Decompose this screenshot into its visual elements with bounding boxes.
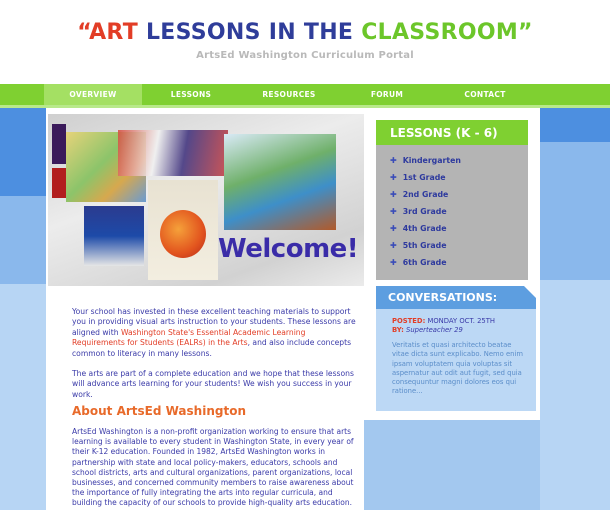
ealrs-link[interactable]: Washington State's Essential Academic Learning Requirements for Students (EALRs) in the Arts xyxy=(72,327,306,348)
nav-lessons[interactable]: LESSONS xyxy=(170,90,212,99)
nav-resources[interactable]: RESOURCES xyxy=(262,90,316,99)
header xyxy=(0,0,610,84)
intro-paragraph-2: The arts are part of a complete education and we hope that these lessons will advance arts learning for your students! We wish you success in your work. xyxy=(72,369,354,399)
conversations-heading: CONVERSATIONS: xyxy=(376,286,536,309)
plus-icon: ✚ xyxy=(390,241,397,250)
conversation-excerpt[interactable]: Veritatis et quasi architecto beatae vitae dicta sunt explicabo. Nemo enim ipsam voluptatem quia voluptas sit aspernatur aut odit aut fugit, sed quia consequuntur magni dolores eos qui ratione... xyxy=(392,341,523,396)
sidebar-bottom-fill xyxy=(364,420,540,510)
plus-icon: ✚ xyxy=(390,173,397,182)
artwork-strip xyxy=(52,124,66,164)
hero-artwork xyxy=(48,114,364,286)
painting-wave xyxy=(84,206,144,266)
author-name[interactable]: Superteacher 29 xyxy=(406,326,463,334)
intro-p1-b: , and also include concepts common to literacy in many lessons. xyxy=(72,338,352,358)
conversation-meta xyxy=(376,309,536,335)
right-decor-band xyxy=(540,108,610,510)
lessons-list xyxy=(376,145,528,271)
about-heading: About ArtsEd Washington xyxy=(72,404,246,418)
plus-icon: ✚ xyxy=(390,224,397,233)
left-band-block xyxy=(0,108,46,196)
artwork-strip xyxy=(52,168,66,198)
intro-p1-a: Your school has invested in these excellent teaching materials to support you in providing visual arts instruction to your students. These lessons are aligned with xyxy=(72,307,356,337)
lesson-label: 3rd Grade xyxy=(402,207,447,216)
lesson-label: 1st Grade xyxy=(402,173,446,182)
lesson-label: Kindergarten xyxy=(402,156,461,165)
intro-paragraph-1 xyxy=(72,307,358,359)
posted-label: POSTED: xyxy=(392,317,426,325)
plus-icon: ✚ xyxy=(390,207,397,216)
by-line xyxy=(392,326,536,335)
main-nav xyxy=(0,84,610,105)
title-part-lessons: LESSONS IN THE xyxy=(145,20,362,45)
nav-forum[interactable]: FORUM xyxy=(370,90,404,99)
lesson-grade-4[interactable] xyxy=(376,220,528,237)
plus-icon: ✚ xyxy=(390,190,397,199)
right-band-block xyxy=(540,142,610,280)
about-body: ArtsEd Washington is a non-profit organization working to ensure that arts learning is available to every student in Washington State, in every year of their K-12 education. Founded in 1982, ArtsEd Washington works in partnership with state and local policy-makers, educators, schools and school districts, arts and cultural organizations, parent organizations, local businesses, and concerned community members to raise awareness about the importance of fully integrating the arts into regular curricula, and building the capacity of our schools to provide high-quality arts education. xyxy=(72,427,354,508)
left-band-block xyxy=(0,196,46,284)
lessons-heading: LESSONS (K - 6) xyxy=(376,120,528,145)
conversations-panel xyxy=(376,286,536,411)
lesson-grade-2[interactable] xyxy=(376,186,528,203)
nav-overview[interactable]: OVERVIEW xyxy=(44,84,142,105)
welcome-heading: Welcome! xyxy=(218,234,359,264)
painting-bridge xyxy=(118,130,228,176)
right-band-block xyxy=(540,280,610,510)
lesson-kindergarten[interactable] xyxy=(376,152,528,169)
left-decor-band xyxy=(0,108,46,510)
lesson-grade-6[interactable] xyxy=(376,254,528,271)
lesson-label: 4th Grade xyxy=(402,224,447,233)
posted-line xyxy=(392,317,536,326)
nav-contact[interactable]: CONTACT xyxy=(464,90,506,99)
lesson-label: 6th Grade xyxy=(402,258,447,267)
posted-date: MONDAY OCT. 25TH xyxy=(427,317,495,325)
lesson-grade-3[interactable] xyxy=(376,203,528,220)
left-band-block xyxy=(0,284,46,510)
lesson-label: 5th Grade xyxy=(402,241,447,250)
main-content xyxy=(46,108,364,510)
lesson-grade-5[interactable] xyxy=(376,237,528,254)
painting-river xyxy=(224,134,336,230)
lesson-grade-1[interactable] xyxy=(376,169,528,186)
lessons-panel xyxy=(376,120,528,280)
site-subtitle: ArtsEd Washington Curriculum Portal xyxy=(196,50,414,61)
site-title[interactable] xyxy=(0,20,610,45)
by-label: BY: xyxy=(392,326,404,334)
right-band-block xyxy=(540,108,610,142)
plus-icon: ✚ xyxy=(390,156,397,165)
intro-text xyxy=(72,307,358,410)
lesson-label: 2nd Grade xyxy=(402,190,449,199)
title-part-art: “ART xyxy=(77,20,146,45)
painting-apple xyxy=(160,210,206,258)
title-part-classroom: CLASSROOM” xyxy=(361,20,533,45)
plus-icon: ✚ xyxy=(390,258,397,267)
